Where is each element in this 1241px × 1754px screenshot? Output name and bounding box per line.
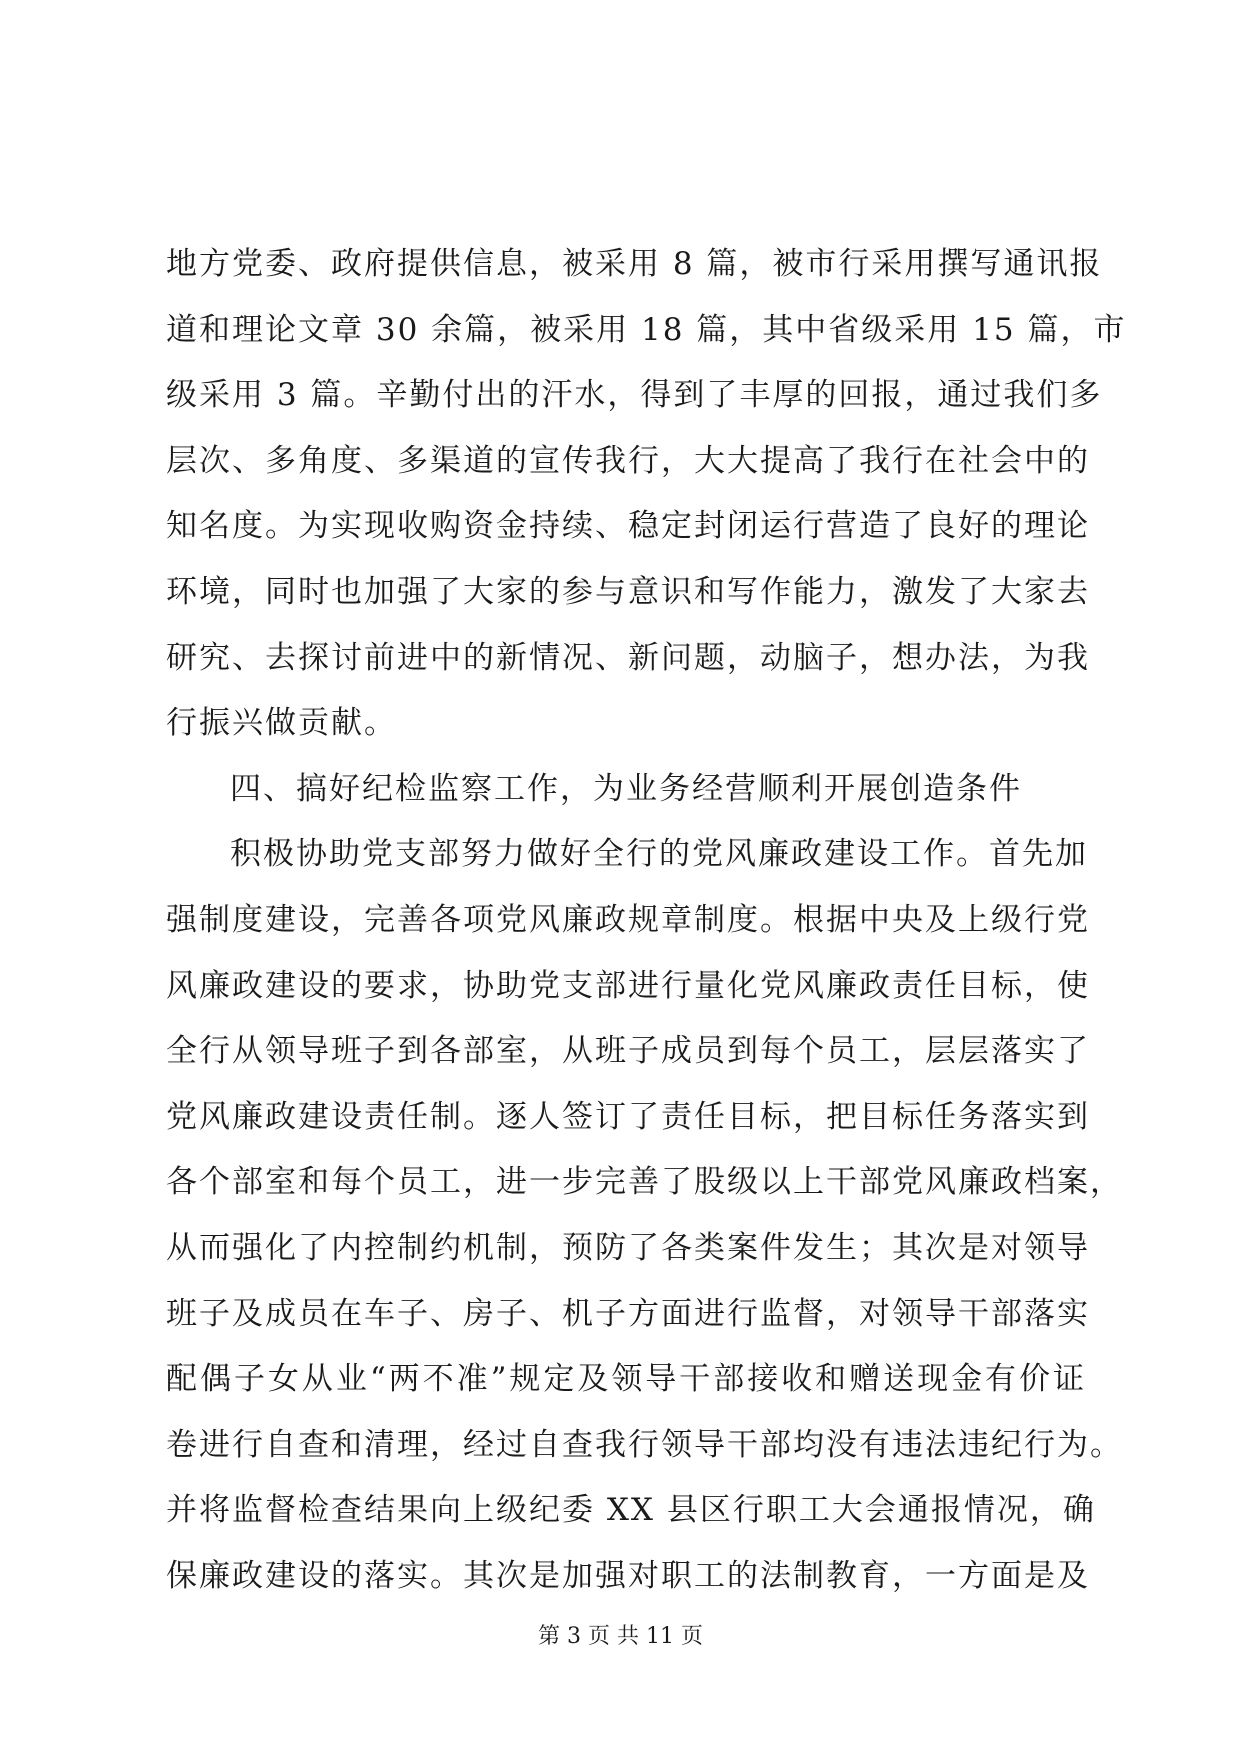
text-line: 保廉政建设的落实。其次是加强对职工的法制教育，一方面是及	[166, 1557, 1090, 1594]
text-line: 并将监督检查结果向上级纪委 XX 县区行职工大会通报情况，确	[166, 1492, 1096, 1529]
text-line: 地方党委、政府提供信息，被采用 8 篇，被市行采用撰写通讯报	[166, 246, 1103, 282]
text-line: 知名度。为实现收购资金持续、稳定封闭运行营造了良好的理论	[166, 508, 1090, 545]
text-line: 配偶子女从业“两不准”规定及领导干部接收和赠送现金有价证	[166, 1361, 1086, 1398]
section-heading: 四、搞好纪检监察工作，为业务经营顺利开展创造条件	[230, 770, 1022, 807]
text-line: 层次、多角度、多渠道的宣传我行，大大提高了我行在社会中的	[166, 442, 1090, 479]
body-text	[166, 232, 1127, 1609]
text-line: 级采用 3 篇。辛勤付出的汗水，得到了丰厚的回报，通过我们多	[166, 377, 1103, 414]
text-line: 党风廉政建设责任制。逐人签订了责任目标，把目标任务落实到	[166, 1098, 1090, 1135]
text-line: 全行从领导班子到各部室，从班子成员到每个员工，层层落实了	[166, 1033, 1090, 1070]
text-line: 行振兴做贡献。	[166, 705, 397, 742]
page-number-footer: 第 3 页 共 11 页	[538, 1624, 703, 1649]
text-line: 研究、去探讨前进中的新情况、新问题，动脑子，想办法，为我	[166, 639, 1090, 676]
text-line: 强制度建设，完善各项党风廉政规章制度。根据中央及上级行党	[166, 901, 1090, 938]
text-line: 道和理论文章 30 余篇，被采用 18 篇，其中省级采用 15 篇，市	[166, 311, 1127, 348]
text-line: 卷进行自查和清理，经过自查我行领导干部均没有违法违纪行为。	[166, 1426, 1123, 1463]
text-line: 班子及成员在车子、房子、机子方面进行监督，对领导干部落实	[166, 1295, 1090, 1332]
text-line: 环境，同时也加强了大家的参与意识和写作能力，激发了大家去	[166, 573, 1090, 610]
text-line: 各个部室和每个员工，进一步完善了股级以上干部党风廉政档案，	[166, 1164, 1123, 1201]
text-line: 积极协助党支部努力做好全行的党风廉政建设工作。首先加	[230, 836, 1088, 873]
text-line: 风廉政建设的要求，协助党支部进行量化党风廉政责任目标，使	[166, 967, 1090, 1004]
text-line: 从而强化了内控制约机制，预防了各类案件发生；其次是对领导	[166, 1229, 1090, 1266]
